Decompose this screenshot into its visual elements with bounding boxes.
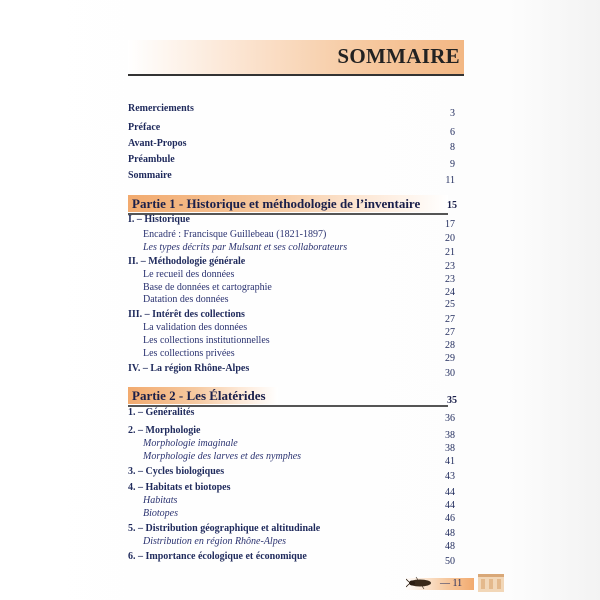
toc-entry-label: 3. – Cycles biologiques xyxy=(128,466,225,477)
toc-entry xyxy=(0,293,600,310)
toc-entry xyxy=(0,465,600,482)
toc-entry xyxy=(0,406,600,424)
toc-entry-page: 29 xyxy=(445,353,455,364)
toc-entry xyxy=(0,308,600,325)
toc-entry-page: 9 xyxy=(450,159,455,170)
toc-entry-label: Morphologie imaginale xyxy=(143,438,238,449)
toc-entry xyxy=(0,450,600,467)
toc-entry xyxy=(0,255,600,272)
toc-entry-page: 50 xyxy=(445,556,455,567)
toc-entry-label: Base de données et cartographie xyxy=(143,282,272,293)
toc-entry-label: 5. – Distribution géographique et altitudinale xyxy=(128,523,321,534)
toc-entry-page: 44 xyxy=(445,500,455,511)
toc-entry-page: 41 xyxy=(445,456,455,467)
toc-entry xyxy=(0,241,600,258)
toc-entry-page: 20 xyxy=(445,233,455,244)
toc-entry-page: 38 xyxy=(445,430,455,441)
toc-entry-label: Distribution en région Rhône-Alpes xyxy=(143,536,287,547)
toc-entry xyxy=(0,522,600,539)
toc-entry-page: 6 xyxy=(450,127,455,138)
toc-entry xyxy=(0,153,600,170)
toc-entry xyxy=(0,481,600,498)
toc-entry xyxy=(0,268,600,285)
toc-entry-page: 36 xyxy=(445,413,455,424)
toc-entry xyxy=(0,169,600,186)
toc-entry xyxy=(0,102,600,119)
toc-entry xyxy=(0,550,600,567)
toc-entry-page: 30 xyxy=(445,368,455,379)
toc-entry-page: 38 xyxy=(445,443,455,454)
toc-entry-label: Les types décrits par Mulsant et ses collaborateurs xyxy=(143,242,348,253)
toc-entry-page: 3 xyxy=(450,108,455,119)
toc-entry xyxy=(0,321,600,338)
toc-entry-page: 25 xyxy=(445,299,455,310)
toc-entry-label: 2. – Morphologie xyxy=(128,425,201,436)
part2-page: 35 xyxy=(447,395,457,406)
toc-entry-label: II. – Méthodologie générale xyxy=(128,256,246,267)
beetle-icon xyxy=(406,575,434,591)
toc-entry-page: 8 xyxy=(450,142,455,153)
toc-entry-label: 6. – Importance écologique et économique xyxy=(128,551,307,562)
toc-entry-label: 1. – Généralités xyxy=(128,407,195,418)
toc-entry-label: III. – Intérêt des collections xyxy=(128,309,245,320)
toc-entry-label: Les collections institutionnelles xyxy=(143,335,270,346)
toc-entry-page: 11 xyxy=(445,175,455,186)
toc-entry-label: Encadré : Francisque Guillebeau (1821-1897) xyxy=(143,229,327,240)
toc-entry-label: Préface xyxy=(128,122,161,133)
toc-entry-page: 23 xyxy=(445,274,455,285)
toc-entry xyxy=(0,334,600,351)
toc-entry-page: 44 xyxy=(445,487,455,498)
toc-entry-label: Datation des données xyxy=(143,294,229,305)
toc-entry-label: Habitats xyxy=(143,495,178,506)
footer-page-number: — 11 xyxy=(440,578,463,589)
toc-entry-page: 48 xyxy=(445,528,455,539)
toc-entry xyxy=(0,347,600,364)
toc-entry-label: Préambule xyxy=(128,154,175,165)
toc-entry-label: 4. – Habitats et biotopes xyxy=(128,482,231,493)
toc-entry-page: 27 xyxy=(445,314,455,325)
toc-entry xyxy=(0,437,600,454)
toc-entry-label: I. – Historique xyxy=(128,214,190,225)
toc-entry-page: 23 xyxy=(445,261,455,272)
toc-entry-label: Les collections privées xyxy=(143,348,235,359)
toc-entry-page: 28 xyxy=(445,340,455,351)
part1-page: 15 xyxy=(447,200,457,211)
toc-entry xyxy=(0,137,600,151)
toc-entry xyxy=(0,228,600,242)
toc-entry-page: 43 xyxy=(445,471,455,482)
toc-entry-label: IV. – La région Rhône-Alpes xyxy=(128,363,250,374)
toc-entry xyxy=(0,507,600,524)
part1-title: Partie 1 - Historique et méthodologie de l’inventaire xyxy=(132,196,421,211)
toc-entry-page: 17 xyxy=(445,219,455,230)
page-title: SOMMAIRE xyxy=(337,44,460,68)
title-underline xyxy=(128,74,464,76)
toc-entry-page: 27 xyxy=(445,327,455,338)
toc-entry xyxy=(0,121,600,138)
toc-entry-label: Biotopes xyxy=(143,508,178,519)
toc-entry xyxy=(0,535,600,552)
toc-entry-label: La validation des données xyxy=(143,322,248,333)
toc-entry-label: Sommaire xyxy=(128,170,172,181)
toc-entry xyxy=(0,213,600,230)
toc-entry-page: 21 xyxy=(445,247,455,258)
toc-entry-page: 46 xyxy=(445,513,455,524)
toc-entry xyxy=(0,424,600,441)
toc-entry-page: 48 xyxy=(445,541,455,552)
toc-entry-label: Avant-Propos xyxy=(128,138,187,149)
toc-entry-label: Morphologie des larves et des nymphes xyxy=(143,451,302,462)
toc-entry xyxy=(0,362,600,379)
toc-entry-page: 24 xyxy=(445,287,455,298)
ornament-icon xyxy=(474,570,508,594)
part2-title: Partie 2 - Les Élatérides xyxy=(132,388,266,403)
toc-entry-label: Le recueil des données xyxy=(143,269,235,280)
toc-entry xyxy=(0,494,600,511)
toc-entry-label: Remerciements xyxy=(128,103,194,114)
